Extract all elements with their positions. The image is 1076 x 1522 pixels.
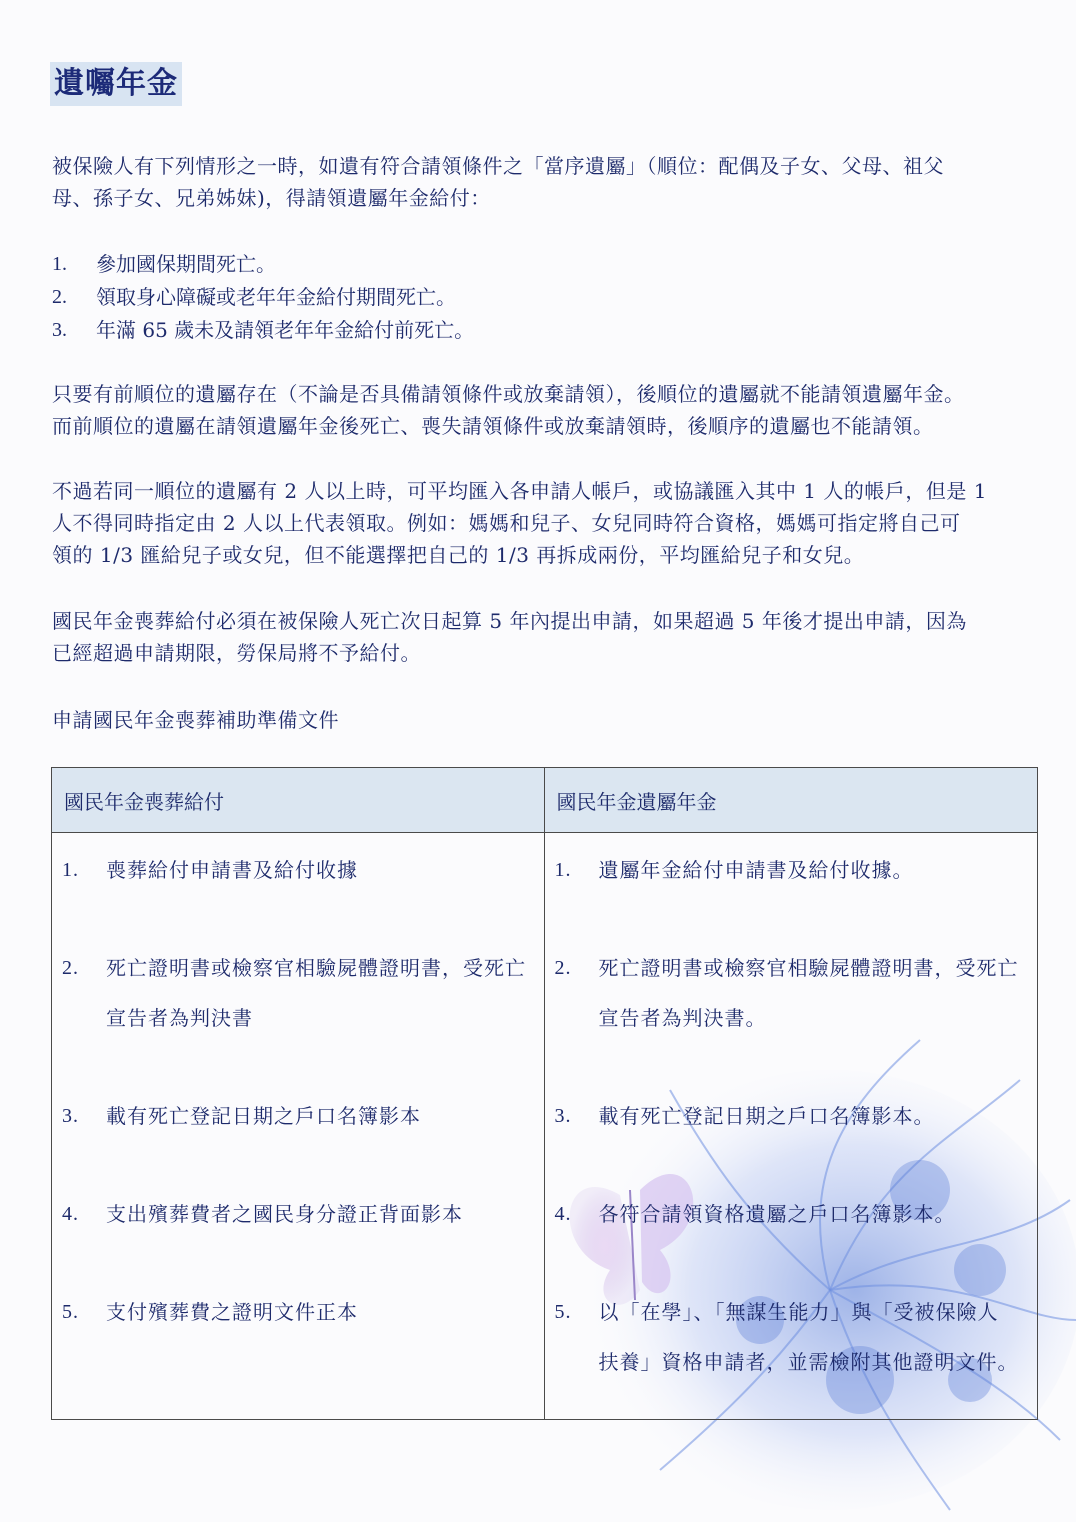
list-item-number: 5. (554, 1301, 572, 1323)
documents-subheading: 申請國民年金喪葬補助準備文件 (52, 708, 339, 732)
list-item-text: 以「在學」、「無謀生能力」與「受被保險人扶養」資格申請者，並需檢附其他證明文件。 (598, 1300, 1019, 1374)
column-header-funeral: 國民年金喪葬給付 (52, 768, 545, 833)
list-item-text: 喪葬給付申請書及給付收據 (106, 858, 358, 882)
split-line-1: 不過若同一順位的遺屬有 2 人以上時，可平均匯入各申請人帳戶，或協議匯入其中 1 人的帳戶，但是 1 (52, 479, 987, 503)
documents-table (51, 767, 1038, 1420)
list-item (555, 1189, 1038, 1239)
intro-paragraph (52, 150, 1032, 214)
list-item-text: 各符合請領資格遺屬之戶口名簿影本。 (598, 1202, 956, 1226)
list-item (555, 943, 1038, 1043)
list-item-number: 2. (554, 957, 572, 979)
list-item-number: 3. (52, 319, 67, 341)
deadline-line-2: 已經超過申請期限，勞保局將不予給付。 (52, 641, 421, 665)
list-item-number: 3. (62, 1105, 79, 1127)
intro-line-1: 被保險人有下列情形之一時，如遺有符合請領條件之「當序遺屬」（順位：配偶及子女、父母、祖父 (52, 154, 944, 178)
list-item (555, 1287, 1038, 1387)
funeral-documents-cell (52, 833, 545, 1420)
list-item-text: 死亡證明書或檢察官相驗屍體證明書，受死亡宣告者為判決書 (106, 956, 526, 1030)
list-item (62, 943, 544, 1043)
list-item-number: 1. (554, 859, 572, 881)
priority-line-1: 只要有前順位的遺屬存在（不論是否具備請領條件或放棄請領），後順位的遺屬就不能請領遺屬年金。 (52, 382, 965, 406)
list-item-text: 年滿 65 歲未及請領老年年金給付前死亡。 (96, 318, 475, 342)
split-line-3: 領的 1/3 匯給兒子或女兒，但不能選擇把自己的 1/3 再拆成兩份，平均匯給兒子和女兒。 (52, 543, 865, 567)
list-item-text: 死亡證明書或檢察官相驗屍體證明書，受死亡宣告者為判決書。 (598, 956, 1019, 1030)
deadline-line-1: 國民年金喪葬給付必須在被保險人死亡次日起算 5 年內提出申請，如果超過 5 年後才提出申請，因為 (52, 609, 967, 633)
page-title: 遺囑年金 (50, 62, 182, 106)
list-item (62, 1287, 544, 1337)
list-item-text: 載有死亡登記日期之戶口名簿影本。 (598, 1104, 935, 1128)
list-item (52, 248, 1032, 281)
list-item-text: 支付殯葬費之證明文件正本 (106, 1300, 358, 1324)
conditions-list (52, 248, 1032, 347)
survivor-documents-cell (544, 833, 1038, 1420)
table-row (52, 833, 1038, 1420)
list-item-number: 2. (52, 286, 67, 308)
list-item (62, 1091, 544, 1141)
list-item-number: 4. (554, 1203, 572, 1225)
column-header-survivor: 國民年金遺屬年金 (544, 768, 1038, 833)
list-item (62, 1189, 544, 1239)
split-payment-paragraph (52, 475, 1032, 571)
list-item-number: 1. (62, 859, 79, 881)
list-item-number: 3. (554, 1105, 572, 1127)
list-item (555, 1091, 1038, 1141)
list-item (555, 845, 1038, 895)
list-item-text: 遺屬年金給付申請書及給付收據。 (598, 858, 914, 882)
list-item-text: 支出殯葬費者之國民身分證正背面影本 (106, 1202, 463, 1226)
list-item-number: 5. (62, 1301, 79, 1323)
split-line-2: 人不得同時指定由 2 人以上代表領取。例如：媽媽和兒子、女兒同時符合資格，媽媽可指定將自己可 (52, 511, 961, 535)
list-item-text: 參加國保期間死亡。 (96, 252, 276, 276)
priority-paragraph (52, 378, 1032, 442)
intro-line-2: 母、孫子女、兄弟姊妹)，得請領遺屬年金給付： (52, 186, 491, 210)
list-item-text: 領取身心障礙或老年年金給付期間死亡。 (96, 285, 456, 309)
list-item-number: 4. (62, 1203, 79, 1225)
list-item (52, 281, 1032, 314)
list-item-text: 載有死亡登記日期之戶口名簿影本 (106, 1104, 421, 1128)
list-item (62, 845, 544, 895)
priority-line-2: 而前順位的遺屬在請領遺屬年金後死亡、喪失請領條件或放棄請領時，後順序的遺屬也不能請領。 (52, 414, 934, 438)
list-item-number: 2. (62, 957, 79, 979)
deadline-paragraph (52, 605, 1032, 669)
table-header-row (52, 768, 1038, 833)
list-item (52, 314, 1032, 347)
list-item-number: 1. (52, 253, 67, 275)
